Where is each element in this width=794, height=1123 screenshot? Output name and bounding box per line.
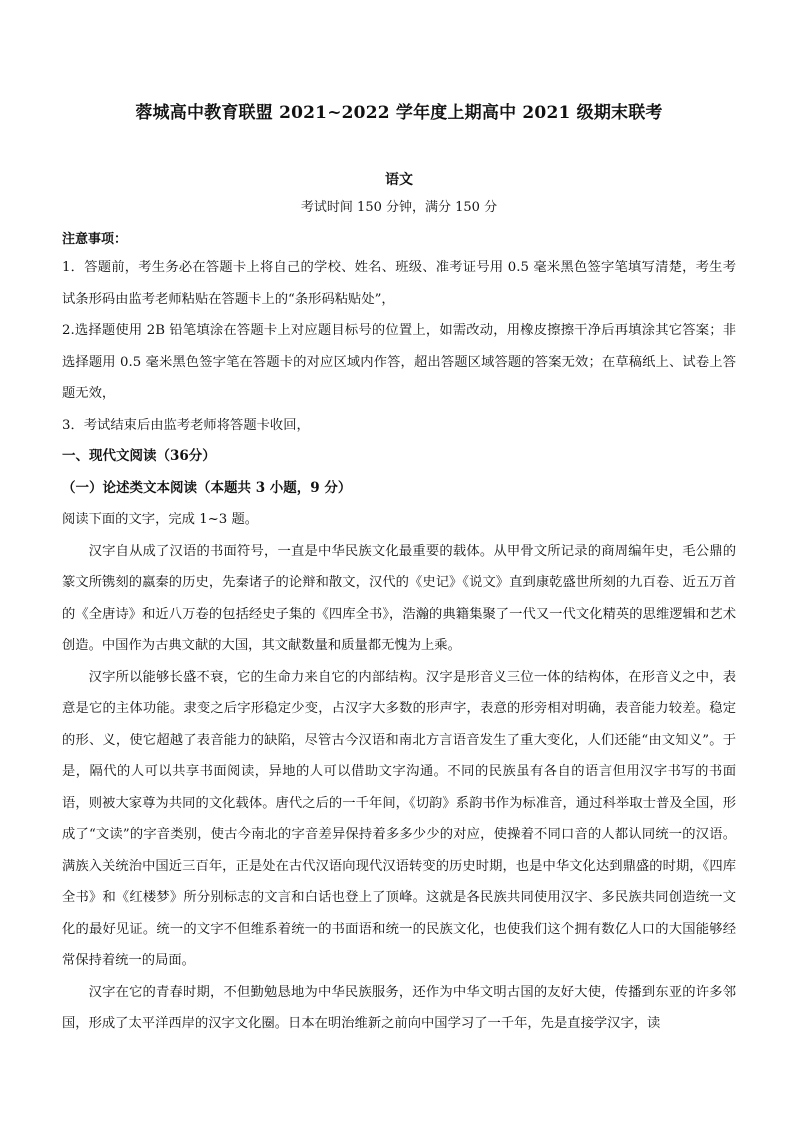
notice-list: [62, 252, 736, 441]
passage-paragraph: 汉字所以能够长盛不衰，它的生命力来自它的内部结构。汉字是形音义三位一体的结构体，在形音义之中，表意是它的主体功能。隶变之后字形稳定少变，占汉字大多数的形声字，表意的形旁相对明确，表音能力较差。稳定的形、义，使它超越了表音能力的缺陷，尽管古今汉语和南北方言语音发生了重大变化，人们还能“由文知义”。于是，隔代的人可以共享书面阅读，异地的人可以借助文字沟通。不同的民族虽有各自的语言但用汉字书写的书面语，则被大家尊为共同的文化载体。唐代之后的一千年间，《切韵》系韵书作为标准音，通过科举取士普及全国，形成了“文读”的字音类别，使古今南北的字音差异保持着多多少少的对应，使操着不同口音的人都认同统一的汉语。满族入关统治中国近三百年，正是处在古代汉语向现代汉语转变的历史时期，也是中华文化达到鼎盛的时期，《四库全书》和《红楼梦》所分别标志的文言和白话也登上了顶峰。这就是各民族共同使用汉字、多民族共同创造统一文化的最好见证。统一的文字不但维系着统一的书面语和统一的民族文化，也使我们这个拥有数亿人口的大国能够经常保持着统一的局面。: [62, 669, 736, 968]
exam-page: [62, 98, 736, 1040]
notice-item-3: 3．考试结束后由监考老师将答题卡收回，: [62, 417, 310, 433]
reading-instruction: 阅读下面的文字，完成 1~3 题。: [62, 512, 259, 527]
sub-section-heading: （一）论述类文本阅读（本题共 3 小题，9 分）: [62, 479, 352, 496]
notice-item-2: 2.选择题使用 2B 铅笔填涂在答题卡上对应题目标号的位置上，如需改动，用橡皮擦擦干净后再填涂其它答案；非选择题用 0.5 毫米黑色签字笔在答题卡的对应区域内作答，超出答题区域答题的答案无效；在草稿纸上、试卷上答题无效，: [62, 323, 736, 401]
notice-item-1: 1．答题前，考生务必在答题卡上将自己的学校、姓名、班级、准考证号用 0.5 毫米黑色签字笔填写清楚，考生考试条形码由监考老师粘贴在答题卡上的“条形码粘贴处”，: [62, 260, 736, 307]
notice-heading: 注意事项：: [62, 232, 128, 247]
reading-passage: [62, 536, 736, 1040]
passage-paragraph: 汉字在它的青春时期，不但勤勉恳地为中华民族服务，还作为中华文明古国的友好大使，传播到东亚的许多邻国，形成了太平洋西岸的汉字文化圈。日本在明治维新之前向中国学习了一千年，先是直接学汉字，读: [62, 984, 736, 1031]
passage-paragraph: 汉字自从成了汉语的书面符号，一直是中华民族文化最重要的载体。从甲骨文所记录的商周编年史，毛公鼎的篆文所镌刻的嬴秦的历史，先秦诸子的论辩和散文，汉代的《史记》《说文》直到康乾盛世所刻的九百卷、近五万首的《全唐诗》和近八万卷的包括经史子集的《四库全书》，浩瀚的典籍集聚了一代又一代文化精英的思维逻辑和艺术创造。中国作为古典文献的大国，其文献数量和质量都无愧为上乘。: [62, 543, 736, 653]
exam-time-info: 考试时间 150 分钟，满分 150 分: [300, 200, 498, 215]
exam-title: 蓉城高中教育联盟 2021~2022 学年度上期高中 2021 级期末联考: [135, 103, 663, 123]
part-heading: 一、现代文阅读（36分）: [62, 448, 216, 464]
subject-heading: 语文: [385, 172, 413, 188]
